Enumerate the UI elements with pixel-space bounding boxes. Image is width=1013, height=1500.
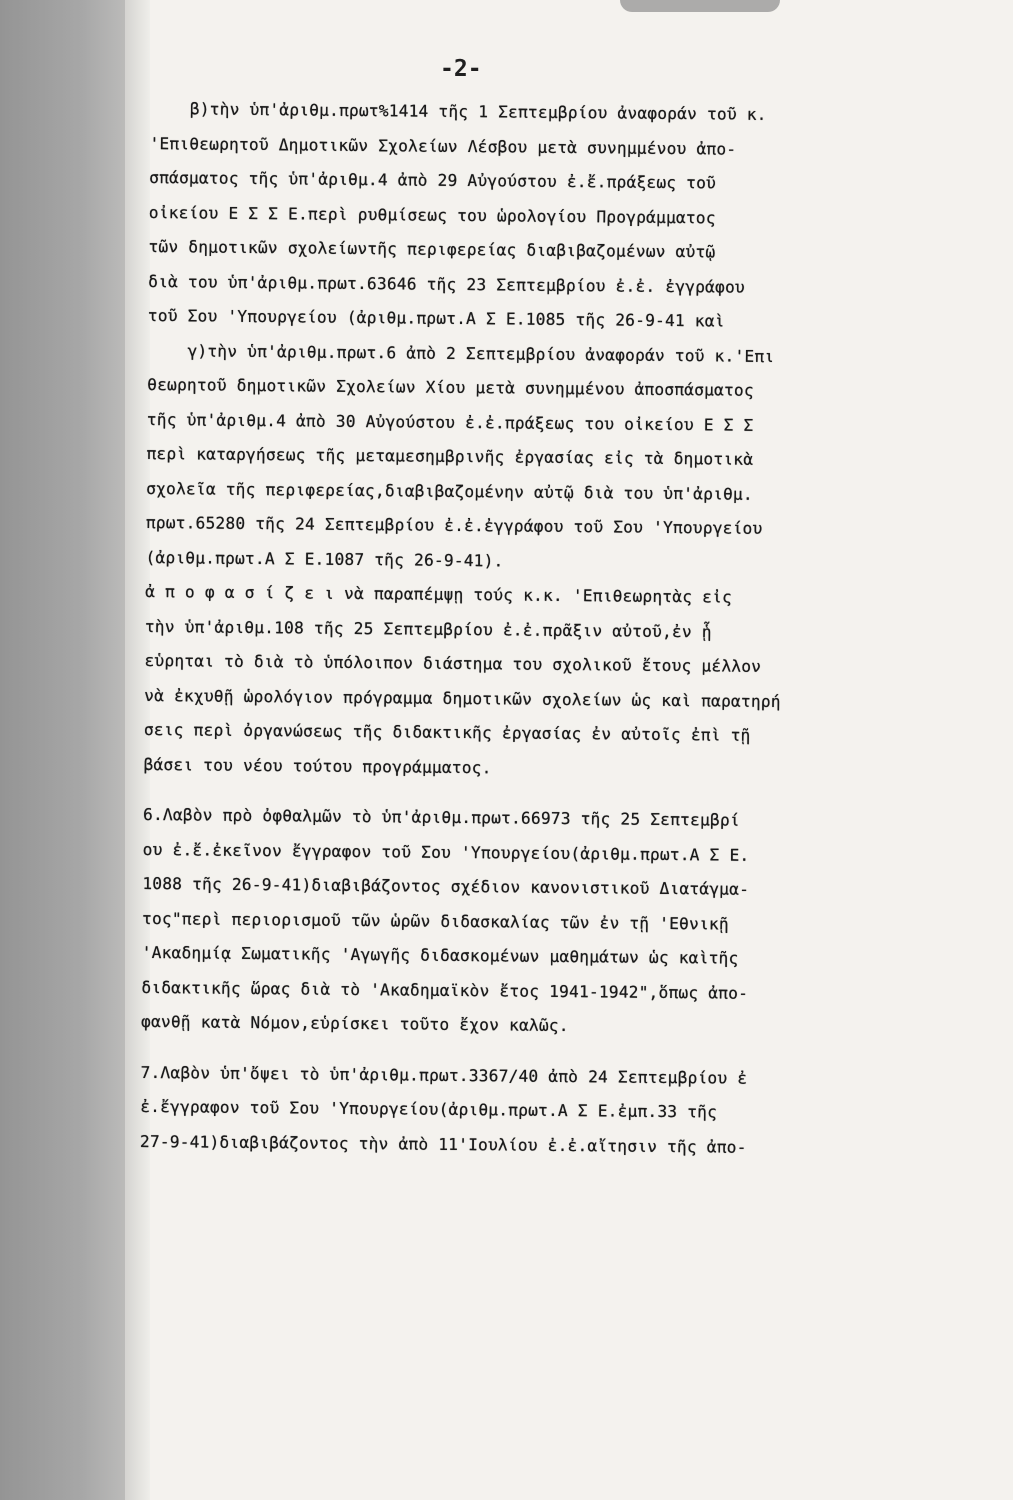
binding-shadow bbox=[0, 0, 150, 1500]
text-line: διὰ του ὑπ'ἀριθμ.πρωτ.63646 τῆς 23 Σεπτεμβρίου ἐ.ἐ. ἐγγράφου bbox=[148, 271, 745, 297]
text-line: 7.Λαβὸν ὑπ'ὄψει τὸ ὑπ'ἀριθμ.πρωτ.3367/40 ἀπὸ 24 Σεπτεμβρίου ἐ bbox=[140, 1062, 748, 1088]
text-line: (ἀριθμ.πρωτ.Α Σ Ε.1087 τῆς 26-9-41). bbox=[145, 547, 504, 570]
text-line: τῶν δημοτικῶν σχολείωντῆς περιφερείας διαβιβαζομένων αὐτῷ bbox=[148, 236, 716, 262]
text-line: 6.Λαβὸν πρὸ ὀφθαλμῶν τὸ ὑπ'ἀριθμ.πρωτ.66973 τῆς 25 Σεπτεμβρί bbox=[142, 804, 740, 830]
text-line: εὑρηται τὸ διὰ τὸ ὑπόλοιπον διάστημα του σχολικοῦ ἔτους μέλλον bbox=[144, 650, 762, 676]
text-line: 1088 τῆς 26-9-41)διαβιβάζοντος σχέδιον κανονιστικοῦ Διατάγμα- bbox=[142, 873, 750, 899]
text-line: βάσει του νέου τούτου προγράμματος. bbox=[143, 754, 492, 777]
text-line: τὴν ὑπ'ἀριθμ.108 τῆς 25 Σεπτεμβρίου ἐ.ἐ.πρᾶξιν αὐτοῦ,ἐν ᾗ bbox=[144, 616, 712, 641]
text-line: 'Επιθεωρητοῦ Δημοτικῶν Σχολείων Λέσβου μετὰ συνημμένου ἀπο- bbox=[149, 133, 737, 159]
text-line: 27-9-41)διαβιβάζοντος τὴν ἀπὸ 11'Ιουλίου ἐ.ἐ.αἴτησιν τῆς ἀπο- bbox=[139, 1131, 747, 1157]
text-line: οἰκείου Ε Σ Σ Ε.περὶ ρυθμίσεως του ὡρολογίου Προγράμματος bbox=[148, 202, 716, 227]
text-line: φανθῇ κατὰ Νόμον,εὑρίσκει τοῦτο ἔχον καλῶς. bbox=[140, 1011, 569, 1036]
text-line: περὶ καταργήσεως τῆς μεταμεσημβρινῆς ἐργασίας εἰς τὰ δημοτικὰ bbox=[146, 443, 754, 469]
document-body bbox=[140, 92, 1000, 1167]
text-line: ἀ π ο φ α σ ί ζ ε ι νὰ παραπέμψῃ τούς κ.κ. 'Επιθεωρητὰς εἰς bbox=[145, 581, 733, 607]
text-line: τος"περὶ περιορισμοῦ τῶν ὡρῶν διδασκαλίας τῶν ἐν τῇ 'Εθνικῇ bbox=[141, 908, 729, 934]
top-edge-mark bbox=[620, 0, 780, 12]
text-line: διδακτικῆς ὥρας διὰ τὸ 'Ακαδημαϊκὸν ἔτος 1941-1942",ὅπως ἀπο- bbox=[141, 977, 749, 1003]
text-line: θεωρητοῦ δημοτικῶν Σχολείων Χίου μετὰ συνημμένου ἀποσπάσματος bbox=[147, 374, 754, 400]
text-line: ἐ.ἔγγραφον τοῦ Σου 'Υπουργείου(ἀριθμ.πρωτ.Α Σ Ε.ἐμπ.33 τῆς bbox=[140, 1096, 718, 1122]
text-line: ου ἐ.ἔ.ἐκεῖνον ἔγγραφον τοῦ Σου 'Υπουργείου(ἀριθμ.πρωτ.Α Σ Ε. bbox=[142, 839, 750, 865]
text-line: σεις περὶ ὀργανώσεως τῆς διδακτικῆς ἐργασίας ἐν αὐτοῖς ἐπὶ τῇ bbox=[143, 719, 751, 745]
text-line: τῆς ὑπ'ἀριθμ.4 ἀπὸ 30 Αὐγούστου ἐ.ἐ.πράξεως του οἰκείου Ε Σ Σ bbox=[146, 409, 754, 435]
text-line: σπάσματος τῆς ὑπ'ἀριθμ.4 ἀπὸ 29 Αὐγούστου ἐ.ἔ.πράξεως τοῦ bbox=[149, 167, 717, 193]
text-line: σχολεῖα τῆς περιφερείας,διαβιβαζομένην αὐτῷ διὰ του ὑπ'ἀριθμ. bbox=[146, 478, 753, 504]
binding-inner-shadow bbox=[0, 0, 125, 1500]
text-line: γ)τὴν ὑπ'ἀριθμ.πρωτ.6 ἀπὸ 2 Σεπτεμβρίου ἀναφοράν τοῦ κ.'Επι bbox=[187, 340, 775, 366]
text-line: β)τὴν ὑπ'ἀριθμ.πρωτ%1414 τῆς 1 Σεπτεμβρίου ἀναφοράν τοῦ κ. bbox=[189, 99, 767, 124]
text-line: τοῦ Σου 'Υπουργείου (ἀριθμ.πρωτ.Α Σ Ε.1085 τῆς 26-9-41 καὶ bbox=[147, 305, 725, 331]
page-number: -2- bbox=[440, 56, 482, 82]
text-line: 'Ακαδημίᾳ Σωματικῆς 'Αγωγῆς διδασκομένων μαθημάτων ὡς καὶτῆς bbox=[141, 942, 739, 968]
text-line: νὰ ἐκχυθῇ ὡρολόγιον πρόγραμμα δημοτικῶν σχολείων ὡς καὶ παρατηρή bbox=[144, 685, 781, 711]
text-line: πρωτ.65280 τῆς 24 Σεπτεμβρίου ἐ.ἐ.ἐγγράφου τοῦ Σου 'Υπουργείου bbox=[145, 512, 763, 538]
